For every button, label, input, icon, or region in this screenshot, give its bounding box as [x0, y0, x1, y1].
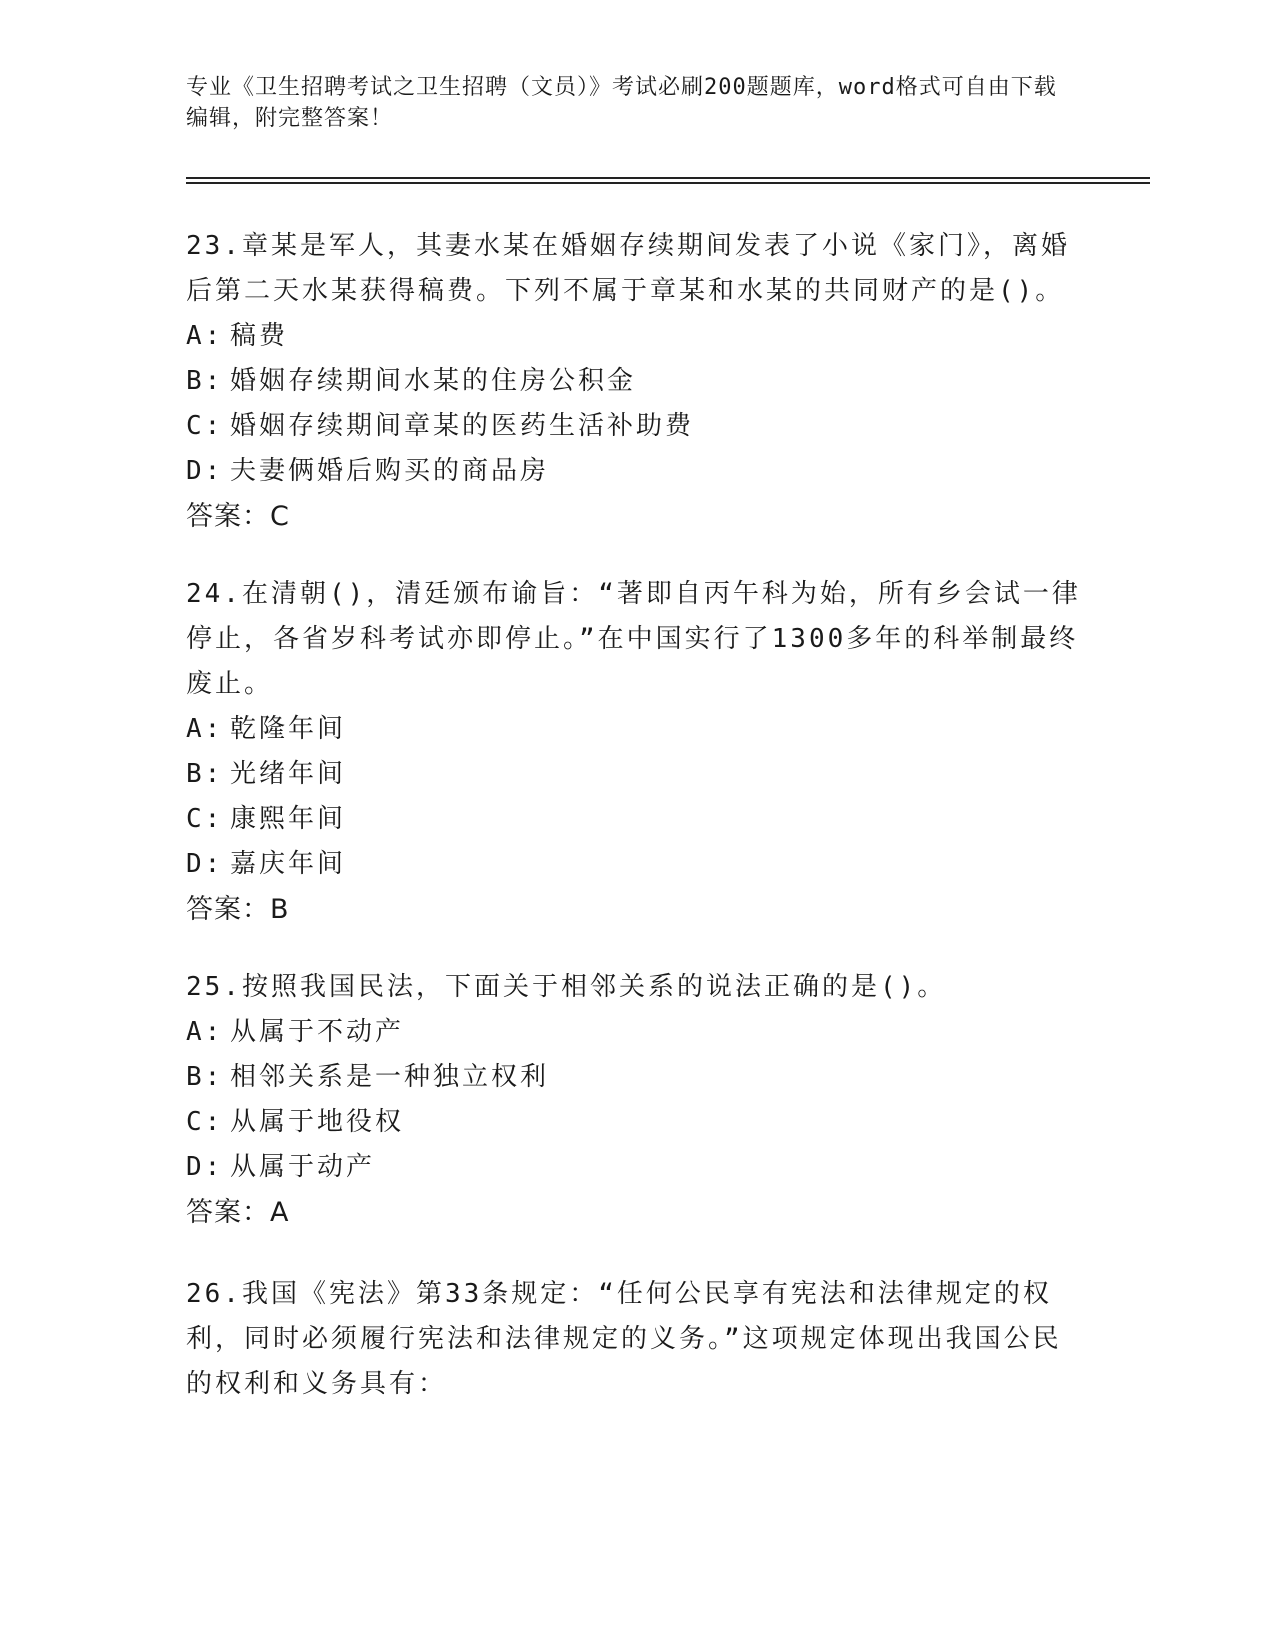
- option-text: 婚姻存续期间水某的住房公积金: [230, 366, 637, 396]
- question-stem: 26.我国《宪法》第33条规定：“任何公民享有宪法和法律规定的权利，同时必须履行宪法和法律规定的义务。”这项规定体现出我国公民的权利和义务具有：: [186, 1279, 1062, 1399]
- option-letter: A:: [186, 321, 224, 351]
- option-text: 从属于动产: [230, 1152, 376, 1182]
- answer-label: 答案：B: [186, 894, 290, 925]
- option-d: [186, 842, 1086, 887]
- option-letter: A:: [186, 714, 224, 744]
- question-25: [186, 965, 1086, 1236]
- option-text: 从属于不动产: [230, 1017, 405, 1047]
- option-letter: B:: [186, 759, 224, 789]
- header-divider: [186, 177, 1150, 179]
- option-c: [186, 797, 1086, 842]
- option-a: [186, 314, 1086, 359]
- option-letter: A:: [186, 1017, 224, 1047]
- option-letter: D:: [186, 1152, 224, 1182]
- option-letter: B:: [186, 366, 224, 396]
- option-letter: C:: [186, 1107, 224, 1137]
- option-b: [186, 359, 1086, 404]
- option-b: [186, 752, 1086, 797]
- question-stem: 25.按照我国民法，下面关于相邻关系的说法正确的是()。: [186, 972, 947, 1002]
- option-c: [186, 404, 1086, 449]
- option-letter: C:: [186, 804, 224, 834]
- option-a: [186, 1010, 1086, 1055]
- option-text: 从属于地役权: [230, 1107, 405, 1137]
- option-letter: D:: [186, 849, 224, 879]
- option-letter: D:: [186, 456, 224, 486]
- question-stem: 23.章某是军人，其妻水某在婚姻存续期间发表了小说《家门》，离婚后第二天水某获得稿费。下列不属于章某和水某的共同财产的是()。: [186, 231, 1070, 306]
- option-letter: C:: [186, 411, 224, 441]
- option-text: 乾隆年间: [230, 714, 347, 744]
- question-stem: 24.在清朝()，清廷颁布谕旨：“著即自丙午科为始，所有乡会试一律停止，各省岁科考试亦即停止。”在中国实行了1300多年的科举制最终废止。: [186, 579, 1081, 699]
- option-text: 嘉庆年间: [230, 849, 347, 879]
- header-divider-second: [186, 182, 1150, 184]
- option-text: 光绪年间: [230, 759, 347, 789]
- document-header: 专业《卫生招聘考试之卫生招聘（文员）》考试必刷200题题库，word格式可自由下载编辑，附完整答案！: [186, 75, 1057, 131]
- answer-label: 答案：A: [186, 1197, 290, 1228]
- option-b: [186, 1055, 1086, 1100]
- question-23: [186, 224, 1086, 540]
- answer-label: 答案：C: [186, 501, 290, 532]
- option-a: [186, 707, 1086, 752]
- option-text: 夫妻俩婚后购买的商品房: [230, 456, 550, 486]
- option-text: 稿费: [230, 321, 289, 351]
- option-d: [186, 449, 1086, 494]
- option-text: 康熙年间: [230, 804, 347, 834]
- option-text: 相邻关系是一种独立权利: [230, 1062, 550, 1092]
- question-26: [186, 1272, 1086, 1407]
- option-d: [186, 1145, 1086, 1190]
- question-24: [186, 572, 1086, 933]
- option-c: [186, 1100, 1086, 1145]
- option-letter: B:: [186, 1062, 224, 1092]
- option-text: 婚姻存续期间章某的医药生活补助费: [230, 411, 695, 441]
